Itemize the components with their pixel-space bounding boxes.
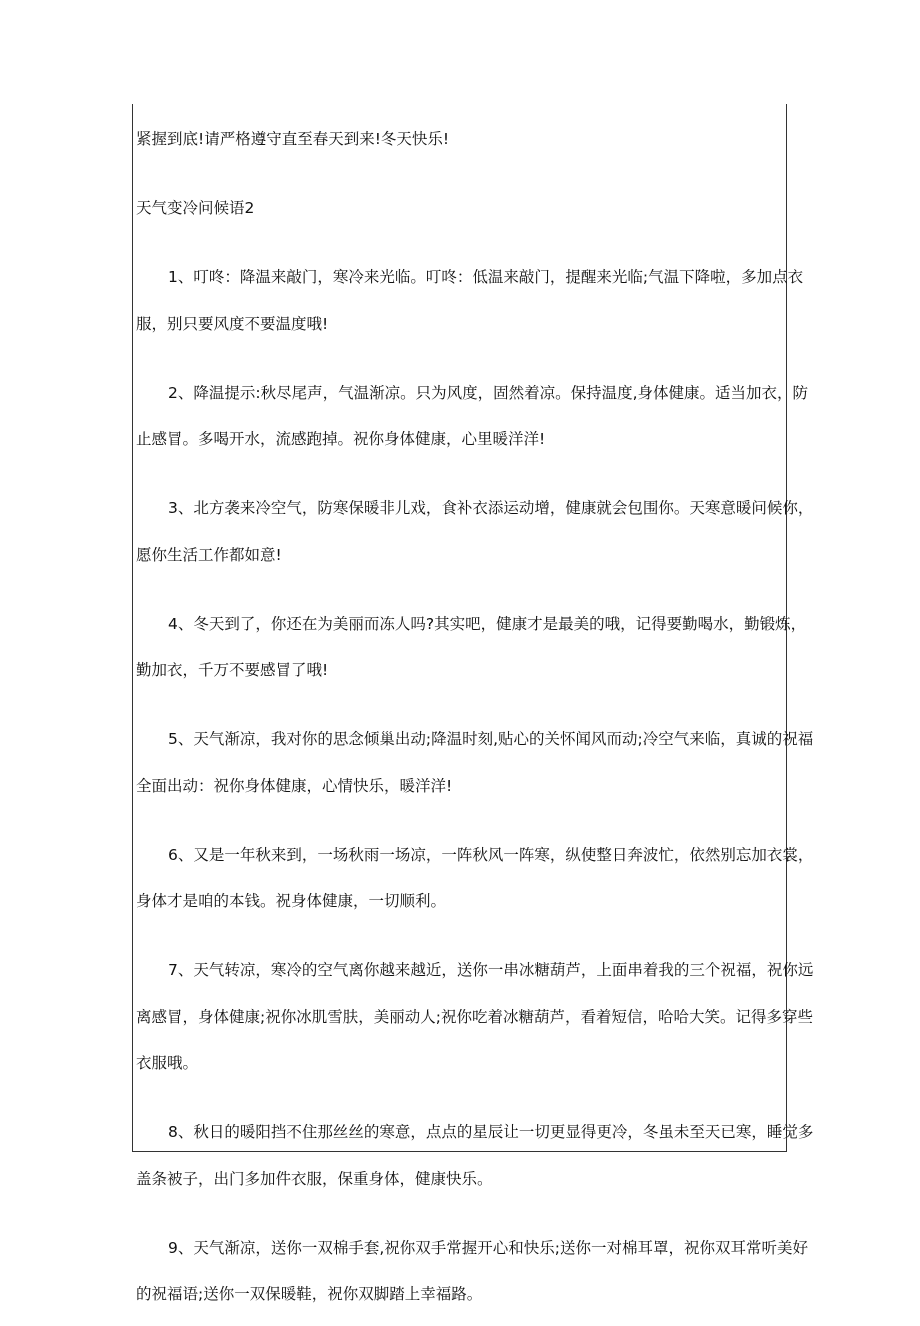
paragraph-9 — [136, 1233, 809, 1326]
paragraph-line: 服，别只要风度不要温度哦! — [136, 314, 329, 333]
paragraph-4 — [136, 609, 807, 725]
document-body — [136, 124, 814, 1326]
paragraph-line: 5、天气渐凉，我对你的思念倾巢出动;降温时刻,贴心的关怀闻风而动;冷空气来临，真诚的祝福 — [168, 730, 814, 748]
paragraph-line: 全面出动：祝你身体健康，心情快乐，暖洋洋! — [136, 776, 453, 795]
paragraph-5 — [136, 724, 814, 840]
paragraph-line: 9、天气渐凉，送你一双棉手套,祝你双手常握开心和快乐;送你一对棉耳罩，祝你双耳常听美好 — [168, 1238, 809, 1257]
paragraph-line: 8、秋日的暖阳挡不住那丝丝的寒意，点点的星辰让一切更显得更冷，冬虽未至天已寒，睡觉多 — [168, 1123, 814, 1141]
paragraph-line: 衣服哦。 — [136, 1054, 199, 1072]
paragraph-line: 2、降温提示:秋尽尾声，气温渐凉。只为风度，固然着凉。保持温度,身体健康。适当加衣，防 — [168, 383, 809, 402]
paragraph-1 — [136, 262, 804, 378]
paragraph-line: 离感冒，身体健康;祝你冰肌雪肤，美丽动人;祝你吃着冰糖葫芦，看着短信，哈哈大笑。记得多穿些 — [136, 1007, 813, 1026]
paragraph-line: 愿你生活工作都如意! — [136, 545, 282, 564]
paragraph-line: 7、天气转凉，寒冷的空气离你越来越近，送你一串冰糖葫芦，上面串着我的三个祝福，祝你远 — [168, 961, 814, 979]
paragraph-line: 的祝福语;送你一双保暖鞋，祝你双脚踏上幸福路。 — [136, 1285, 483, 1303]
paragraph-line: 3、北方袭来冷空气，防寒保暖非儿戏，食补衣添运动增，健康就会包围你。天寒意暖问候你， — [168, 499, 814, 517]
paragraph-3 — [136, 493, 814, 609]
paragraph-line: 身体才是咱的本钱。祝身体健康，一切顺利。 — [136, 892, 447, 910]
paragraph-line: 4、冬天到了，你还在为美丽而冻人吗?其实吧，健康才是最美的哦，记得要勤喝水，勤锻炼， — [168, 614, 807, 633]
section-title: 天气变冷问候语2 — [136, 199, 255, 217]
paragraph-7 — [136, 955, 814, 1117]
paragraph-6 — [136, 840, 814, 956]
paragraph-line: 1、叮咚：降温来敲门，寒冷来光临。叮咚：低温来敲门，提醒来光临;气温下降啦，多加点衣 — [168, 268, 804, 286]
paragraph-line: 勤加衣，千万不要感冒了哦! — [136, 661, 329, 679]
paragraph-line: 止感冒。多喝开水，流感跑掉。祝你身体健康，心里暖洋洋! — [136, 430, 546, 448]
paragraph-line: 盖条被子，出门多加件衣服，保重身体，健康快乐。 — [136, 1169, 493, 1188]
intro-line: 紧握到底!请严格遵守直至春天到来!冬天快乐! — [136, 130, 450, 148]
paragraph-8 — [136, 1117, 814, 1233]
paragraph-2 — [136, 378, 809, 494]
paragraph-line: 6、又是一年秋来到，一场秋雨一场凉，一阵秋风一阵寒，纵使整日奔波忙，依然别忘加衣裳， — [168, 845, 814, 864]
